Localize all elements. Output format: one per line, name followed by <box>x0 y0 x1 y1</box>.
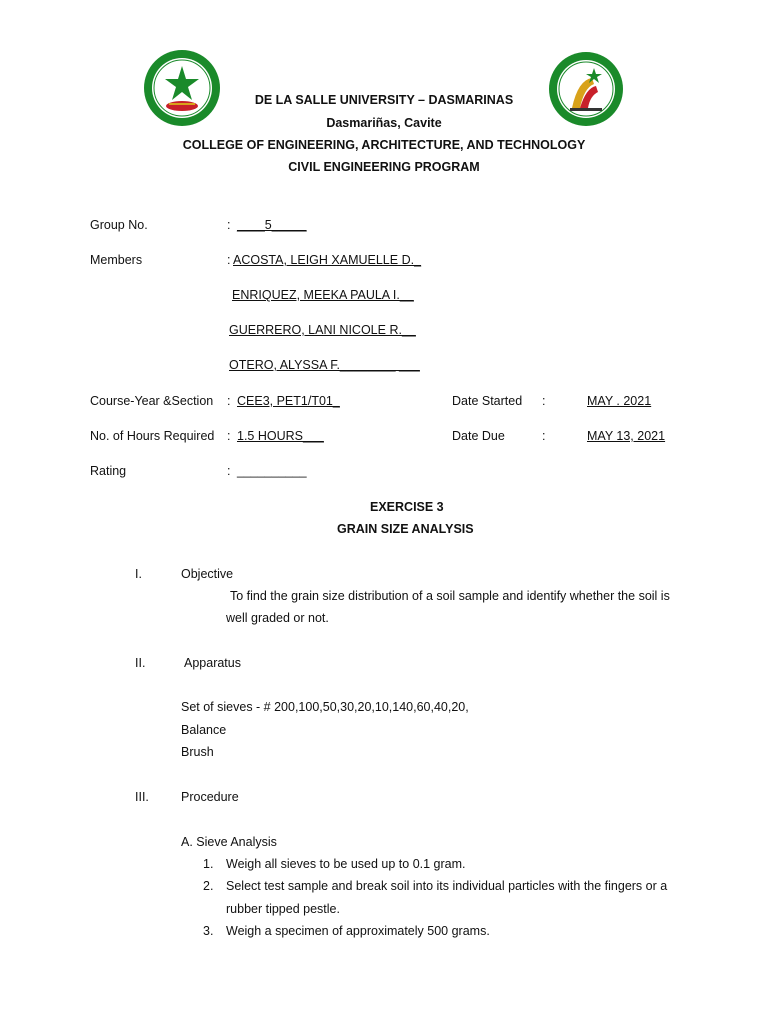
step-text: rubber tipped pestle. <box>226 902 340 916</box>
step-number: 3. <box>203 924 214 938</box>
hours-colon: : <box>227 429 231 443</box>
rating-colon: : <box>227 464 231 478</box>
college-name: COLLEGE OF ENGINEERING, ARCHITECTURE, AND TECHNOLOGY <box>182 138 586 152</box>
course-value: CEE3, PET1/T01_ <box>237 394 340 408</box>
hours-value: 1.5 HOURS___ <box>237 429 324 443</box>
objective-number: I. <box>135 567 142 581</box>
date-started-label: Date Started <box>452 394 523 408</box>
step-number: 2. <box>203 879 214 893</box>
sieve-analysis-heading: A. Sieve Analysis <box>181 835 277 849</box>
apparatus-item: Balance <box>181 723 227 737</box>
step-text: Weigh a specimen of approximately 500 grams. <box>226 924 490 938</box>
date-due-colon: : <box>542 429 546 443</box>
step-text: Select test sample and break soil into its individual particles with the fingers or a <box>226 879 668 893</box>
date-due-label: Date Due <box>452 429 505 443</box>
step-text: Weigh all sieves to be used up to 0.1 gram. <box>226 857 466 871</box>
hours-label: No. of Hours Required <box>90 429 215 443</box>
apparatus-item: Set of sieves - # 200,100,50,30,20,10,140,60,40,20, <box>181 700 469 714</box>
group-value: ____5_____ <box>237 218 307 232</box>
group-colon: : <box>227 218 231 232</box>
procedure-title: Procedure <box>181 790 239 804</box>
university-location: Dasmariñas, Cavite <box>326 116 442 130</box>
course-colon: : <box>227 394 231 408</box>
member-4: OTERO, ALYSSA F.________ ___ <box>229 358 420 372</box>
objective-line-2: well graded or not. <box>226 611 329 625</box>
procedure-number: III. <box>135 790 149 804</box>
members-label: Members <box>90 253 143 267</box>
apparatus-item: Brush <box>181 745 214 759</box>
member-1: ACOSTA, LEIGH XAMUELLE D._ <box>233 253 422 267</box>
objective-line-1: To find the grain size distribution of a soil sample and identify whether the soil is <box>230 589 670 603</box>
exercise-number: EXERCISE 3 <box>370 500 444 514</box>
member-2: ENRIQUEZ, MEEKA PAULA I.__ <box>232 288 414 302</box>
rating-label: Rating <box>90 464 127 478</box>
members-colon: : <box>227 253 231 267</box>
exercise-title: GRAIN SIZE ANALYSIS <box>337 522 474 536</box>
date-started-colon: : <box>542 394 546 408</box>
program-name: CIVIL ENGINEERING PROGRAM <box>288 160 480 174</box>
step-number: 1. <box>203 857 214 871</box>
university-name: DE LA SALLE UNIVERSITY – DASMARINAS <box>254 93 514 107</box>
date-started-value: MAY . 2021 <box>587 394 652 408</box>
rating-value: __________ <box>237 464 307 478</box>
group-label: Group No. <box>90 218 148 232</box>
apparatus-title: Apparatus <box>184 656 241 670</box>
apparatus-number: II. <box>135 656 146 670</box>
objective-title: Objective <box>181 567 234 581</box>
member-3: GUERRERO, LANI NICOLE R.__ <box>229 323 416 337</box>
course-label: Course-Year &Section <box>90 394 214 408</box>
date-due-value: MAY 13, 2021 <box>587 429 666 443</box>
